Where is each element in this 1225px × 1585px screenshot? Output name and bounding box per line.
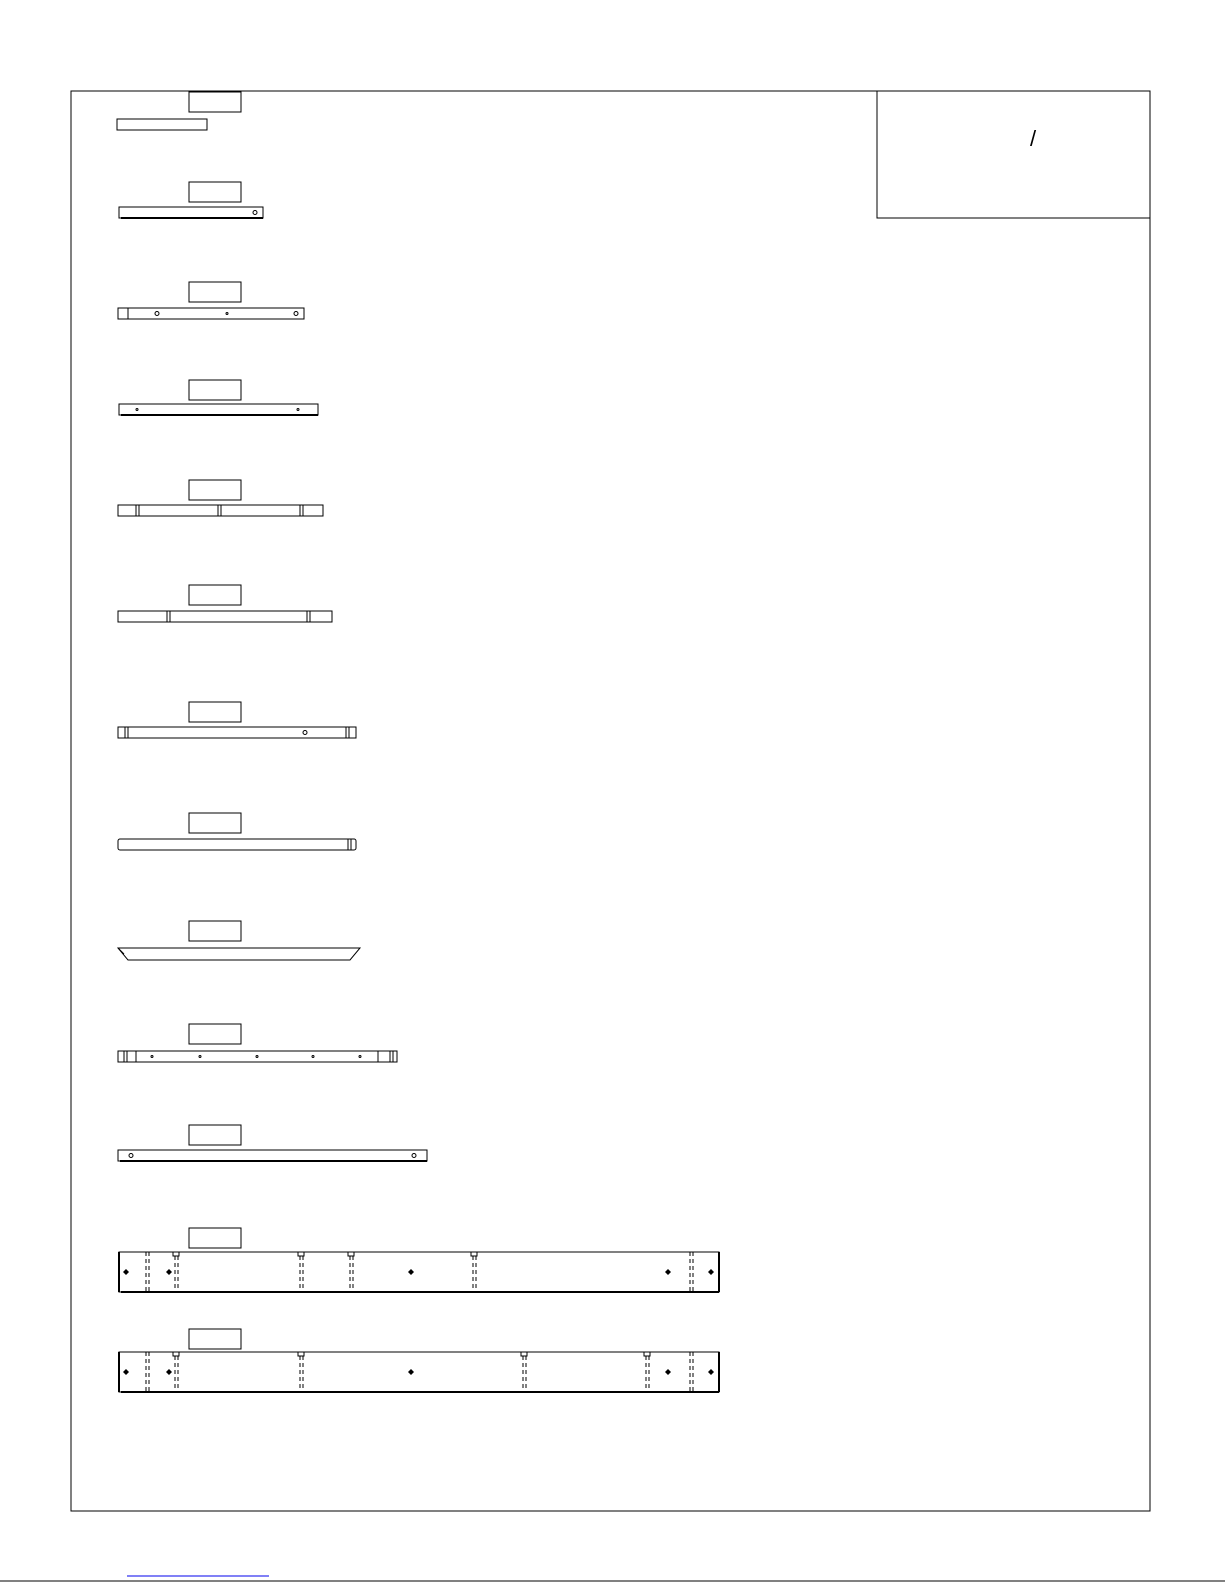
diamond-mark — [708, 1369, 714, 1375]
part-label-box — [189, 702, 241, 722]
part-3-bar — [118, 308, 304, 319]
part-8 — [118, 813, 356, 850]
hole — [155, 312, 159, 316]
part-2-bar — [119, 207, 263, 218]
diamond-mark — [123, 1369, 129, 1375]
part-1 — [117, 92, 241, 130]
part-label-box — [189, 1228, 241, 1248]
part-6 — [118, 585, 332, 622]
diamond-mark — [665, 1369, 671, 1375]
part-8-bar — [118, 839, 356, 850]
hole — [129, 1154, 133, 1158]
part-13-panel — [119, 1352, 719, 1392]
part-9 — [118, 921, 360, 960]
page-number-separator: / — [1030, 126, 1037, 151]
diamond-mark — [166, 1369, 172, 1375]
part-4 — [119, 380, 318, 415]
drawing-frame — [71, 91, 1150, 1511]
part-label-box — [189, 282, 241, 302]
part-6-bar — [118, 611, 332, 622]
diamond-mark — [665, 1269, 671, 1275]
part-13 — [119, 1329, 719, 1392]
hole — [412, 1154, 416, 1158]
part-3 — [118, 282, 304, 319]
part-4-bar — [119, 404, 318, 415]
diamond-mark — [708, 1269, 714, 1275]
fastener-marks — [123, 1269, 714, 1375]
part-5 — [118, 480, 323, 516]
part-2 — [119, 182, 263, 218]
part-12-panel — [119, 1252, 719, 1292]
diamond-mark — [123, 1269, 129, 1275]
diamond-mark — [166, 1269, 172, 1275]
part-label-box — [189, 813, 241, 833]
diamond-mark — [408, 1269, 414, 1275]
part-label-box — [189, 92, 241, 112]
hole — [253, 211, 257, 215]
part-label-box — [189, 1024, 241, 1044]
hole — [226, 313, 228, 315]
part-label-box — [189, 480, 241, 500]
hole — [294, 312, 298, 316]
part-label-box — [189, 921, 241, 941]
part-label-box — [189, 1125, 241, 1145]
part-label-box — [189, 585, 241, 605]
title-block — [877, 91, 1150, 218]
hole — [199, 1056, 201, 1058]
part-12 — [119, 1228, 719, 1292]
part-10 — [118, 1024, 397, 1062]
part-7-bar — [118, 727, 356, 738]
diamond-mark — [408, 1369, 414, 1375]
hole — [256, 1056, 258, 1058]
hole — [312, 1056, 314, 1058]
part-11-bar — [118, 1150, 427, 1161]
part-1-bar — [117, 119, 207, 130]
part-label-box — [189, 1329, 241, 1349]
part-9-beveled-bar — [118, 948, 360, 960]
part-label-box — [189, 380, 241, 400]
hole — [303, 731, 307, 735]
part-7 — [118, 702, 356, 738]
hole — [359, 1056, 361, 1058]
hole — [151, 1056, 153, 1058]
hole — [297, 409, 299, 411]
part-11 — [118, 1125, 427, 1161]
hole — [136, 409, 138, 411]
part-label-box — [189, 182, 241, 202]
